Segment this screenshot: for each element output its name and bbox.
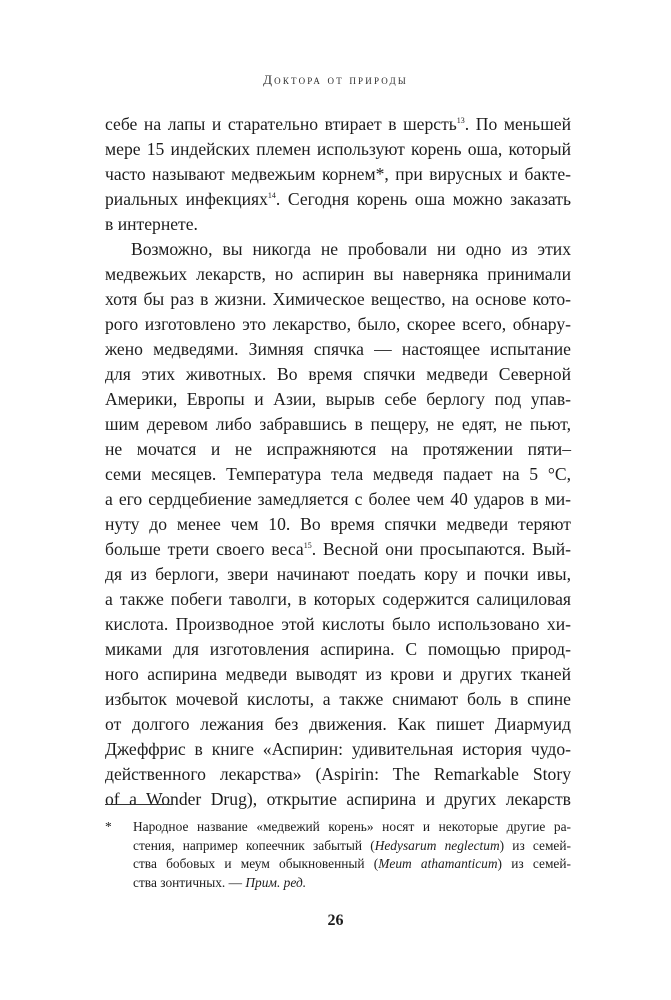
text-run: семи месяцев. Температура тела медведя падает на 5 °C, [105,464,571,484]
body-line [105,262,571,287]
text-run: избыток мочевой кислоты, а также снимают боль в спине [105,689,571,709]
footnote-text [133,818,571,892]
text-run: для этих животных. Во время спячки медведи Северной [105,364,571,384]
text-run: ства бобовых и меум обыкновенный ( [133,856,379,871]
body-line [105,487,571,512]
text-run: стения, например копеечник забытый ( [133,837,375,853]
footnote-mark: * [105,819,112,834]
text-run: . Сегодня корень оша можно заказать [275,189,571,209]
text-run: а его сердцебиение замедляется с более чем 40 ударов в ми- [105,489,571,509]
body-line [105,237,571,262]
body-line [105,587,571,612]
text-run: Народное название «медвежий корень» носят и некоторые другие ра- [133,819,571,834]
text-run: of a Wonder Drug), открытие аспирина и других лекарств [105,789,571,809]
text-run: в интернете. [105,214,198,234]
italic-text: Meum athamanticum [378,856,498,871]
text-run: больше трети своего веса [105,539,304,559]
footnote-line [133,818,571,837]
footnote-reference: 14 [267,191,276,200]
text-run: ) из семей- [497,856,571,871]
body-line [105,187,571,212]
body-line [105,412,571,437]
text-run: себе на лапы и старательно втирает в шерсть [105,114,457,134]
body-line [105,462,571,487]
body-line [105,662,571,687]
body-line [105,787,571,812]
body-line [105,512,571,537]
footnote-line [133,837,571,856]
body-line [105,612,571,637]
text-run: риальных инфекциях [105,189,268,209]
text-run: ного аспирина медведи выводят из крови и других тканей [105,664,571,684]
body-line [105,137,571,162]
italic-text: Hedysarum neglectum [374,837,500,853]
text-run: мере 15 индейских племен используют корень оша, который [105,139,571,159]
text-run: ства зонтичных. — [133,874,246,890]
text-run: Джеффрис в книге «Аспирин: удивительная история чудо- [105,739,571,759]
footnote-reference: 13 [456,116,465,125]
body-line [105,337,571,362]
body-line [105,687,571,712]
text-run: кислота. Производное этой кислоты было использовано хи- [105,614,571,634]
body-line [105,762,571,787]
page-number: 26 [327,912,344,929]
text-run: от долгого лежания без движения. Как пишет Диармуид [105,714,571,734]
footnote-divider [105,804,173,805]
text-run: медвежьих лекарств, но аспирин вы наверняка принимали [105,264,571,284]
text-run: миками для изготовления аспирина. С помощью природ- [105,639,571,659]
body-line [105,162,571,187]
text-run: не мочатся и не испражняются на протяжении пяти– [105,439,571,459]
body-line [105,112,571,137]
body-line [105,637,571,662]
body-line [105,737,571,762]
text-run: . Весной они просыпаются. Вый- [311,539,571,559]
body-line [105,387,571,412]
body-line [105,287,571,312]
text-run: Америки, Европы и Азии, вырыв себе берлогу под упав- [105,389,571,409]
text-run: нуту до менее чем 10. Во время спячки медведи теряют [105,514,571,534]
running-head: Доктора от природы [263,72,408,87]
body-line [105,362,571,387]
text-run: жено медведями. Зимняя спячка — настоящее испытание [105,339,571,359]
text-run: Возможно, вы никогда не пробовали ни одно из этих [131,239,571,259]
text-run: рого изготовлено это лекарство, было, скорее всего, обнару- [105,314,571,334]
text-run: дя из берлоги, звери начинают поедать кору и почки ивы, [105,564,571,584]
text-run: хотя бы раз в жизни. Химическое вещество, на основе кото- [105,289,571,309]
footnote-line [133,855,571,874]
body-line [105,437,571,462]
main-text [105,112,571,812]
text-run: действенного лекарства» (Aspirin: The Remarkable Story [105,764,571,784]
body-line [105,712,571,737]
body-line [105,312,571,337]
text-run: шим деревом либо забравшись в пещеру, не едят, не пьют, [105,414,571,434]
italic-text: Прим. ред. [245,874,307,890]
text-run: а также побеги таволги, в которых содержится салициловая [105,589,571,609]
body-line [105,212,571,237]
footnote-reference: 15 [303,541,312,550]
body-line [105,562,571,587]
text-run: . По меньшей [464,114,571,134]
body-line [105,537,571,562]
text-run: ) из семей- [499,837,571,853]
text-run: часто называют медвежьим корнем*, при вирусных и бакте- [105,164,571,184]
footnote-line [133,874,571,893]
footnote [105,818,571,892]
